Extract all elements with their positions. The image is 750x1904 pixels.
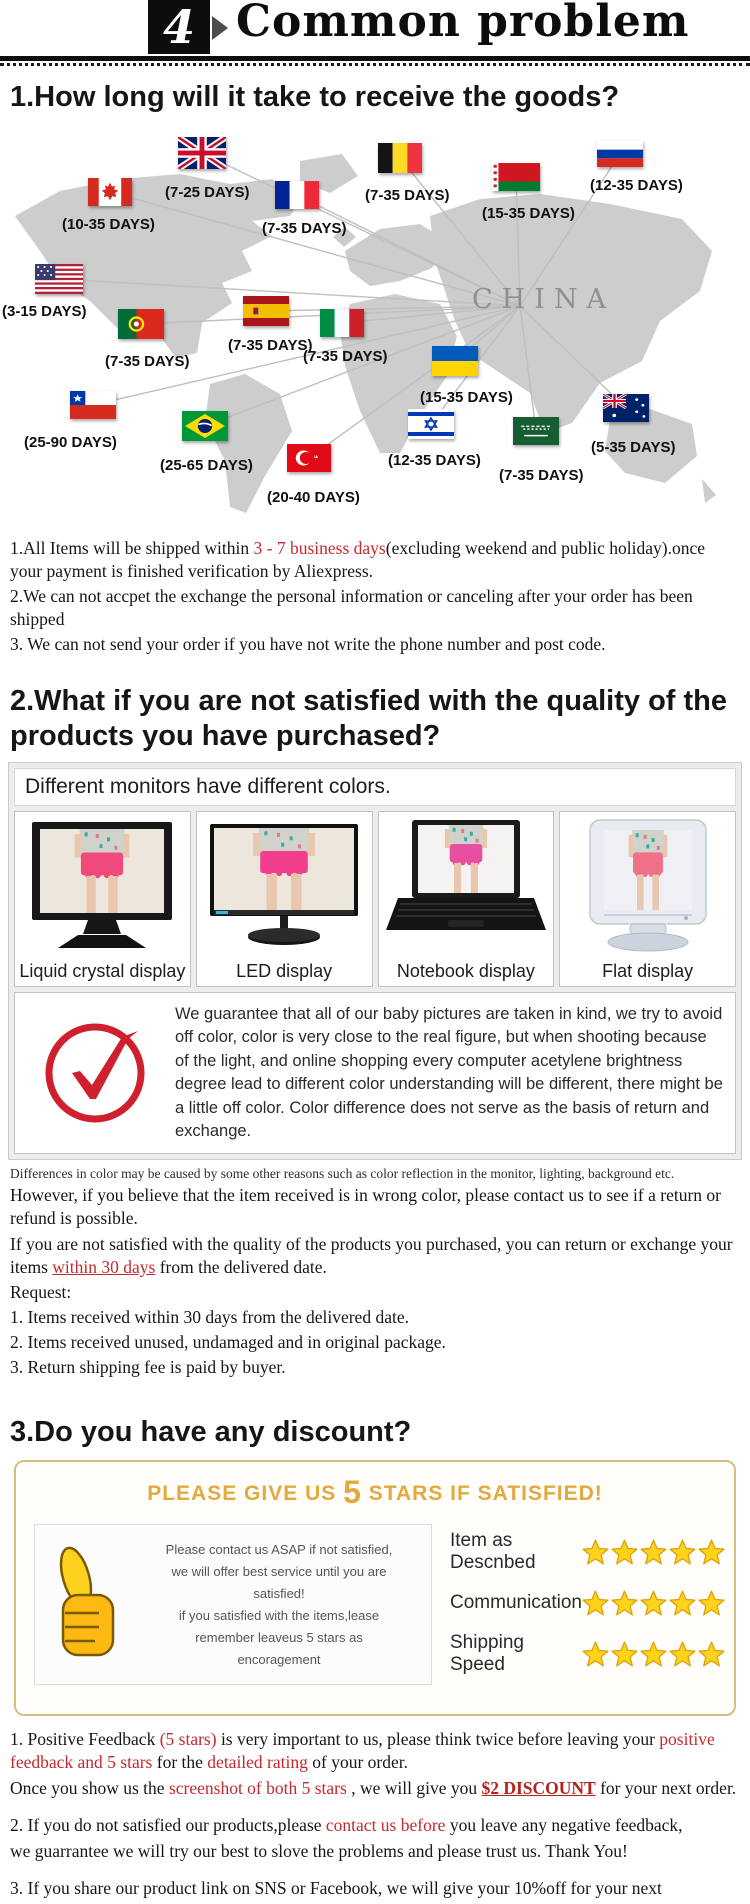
text-segment: 1. Items received within 30 days from the delivered date. [10, 1306, 409, 1327]
rating-label: Shipping Speed [450, 1631, 524, 1675]
lcd-monitor-icon [17, 818, 188, 959]
paragraph [10, 1233, 740, 1279]
banner-dotted-rule [0, 63, 750, 66]
flag-australia-icon [603, 394, 649, 422]
ratings [446, 1524, 729, 1692]
paragraph [10, 1306, 740, 1329]
paragraph [10, 585, 740, 631]
shipping-days-label: (7-35 DAYS) [365, 186, 450, 204]
banner-title: Common problem [236, 0, 690, 47]
feedback-box [14, 1460, 736, 1716]
text-segment: within 30 days [52, 1256, 156, 1277]
flag-israel-icon [408, 409, 454, 439]
rating-label: Item as Descnbed [450, 1529, 536, 1573]
feedback-content [28, 1524, 722, 1692]
return-policy [10, 1184, 740, 1379]
led-monitor-icon [199, 818, 370, 959]
rating-row [450, 1530, 725, 1574]
flag-france-icon [275, 181, 319, 209]
monitors-title: Different monitors have different colors. [14, 768, 736, 806]
paragraph [10, 1777, 740, 1800]
paragraph [10, 1840, 740, 1863]
text-segment: 3. If you share our product link on SNS or Facebook, we will give your 10%off for your next [10, 1878, 662, 1899]
thumb-panel [34, 1524, 432, 1685]
monitor-card-notebook [378, 811, 555, 987]
rating-row [450, 1632, 725, 1676]
flag-saudi-arabia-icon [513, 417, 559, 445]
text-segment: 1. Positive Feedback [10, 1728, 160, 1749]
text-segment: $2 DISCOUNT [481, 1778, 596, 1799]
text-segment: 2. If you do not satisfied our products,please [10, 1815, 326, 1836]
monitor-caption: Notebook display [396, 960, 535, 981]
section2-heading: 2.What if you are not satisfied with the quality of the products you have purchased? [10, 685, 727, 753]
flag-brazil-icon [182, 411, 228, 441]
monitor-caption: Flat display [602, 960, 694, 981]
banner-rule [0, 56, 750, 61]
flag-canada-icon [88, 178, 132, 206]
text-segment: If you are not satisfied with the quality of the products you purchased, you can return or exchange your items [10, 1233, 733, 1277]
shipping-days-label: (25-90 DAYS) [24, 433, 117, 451]
thumb-text-line: satisfied! [253, 1585, 305, 1601]
text-segment: 3. We can not send your order if you have not write the phone number and post code. [10, 634, 606, 655]
arrow-right-icon [212, 16, 228, 40]
rating-label: Communication [450, 1591, 582, 1613]
shipping-days-label: (7-35 DAYS) [105, 352, 190, 370]
paragraph [10, 1281, 740, 1304]
shipping-days-label: (7-35 DAYS) [262, 219, 347, 237]
banner [0, 0, 750, 56]
text-segment: is very important to us, please think twice before leaving your [216, 1728, 660, 1749]
text-segment: for the [152, 1752, 208, 1773]
shipping-map [0, 121, 750, 523]
notebook-monitor-icon [381, 818, 552, 959]
monitor-card-led [196, 811, 373, 987]
thumb-text-line: if you satisfied with the items,lease [178, 1607, 380, 1623]
monitor-cards [14, 811, 736, 987]
shipping-days-label: (12-35 DAYS) [388, 451, 481, 469]
monitor-caption: Liquid crystal display [19, 960, 186, 981]
shipping-days-label: (7-35 DAYS) [228, 336, 313, 354]
guarantee-text: We guarantee that all of our baby pictures are taken in kind, we try to avoid off color, color is very close to the real figure, but when shooting because of the light, and online shopping every computer acetylene brightness degree lead to different color understanding will be different, there might be a little off color. Color difference does not serve as the basis of return and exchange. [175, 1004, 723, 1140]
guarantee-panel [14, 992, 736, 1155]
text-segment: 2. Items received unused, undamaged and in original package. [10, 1331, 446, 1352]
text-segment: 3. Return shipping fee is paid by buyer. [10, 1357, 286, 1378]
shipping-days-label: (20-40 DAYS) [267, 488, 360, 506]
monitor-caption: LED display [236, 960, 333, 981]
thumb-text-line: we will offer best service until you are [171, 1563, 387, 1579]
thumbs-up-icon [43, 1539, 135, 1670]
five-stars-icon [582, 1590, 725, 1616]
flag-spain-icon [243, 296, 289, 326]
shipping-days-label: (7-35 DAYS) [303, 347, 388, 365]
flag-belgium-icon [378, 143, 422, 173]
paragraph [10, 1331, 740, 1354]
text-segment: for your next order. [595, 1778, 737, 1799]
text-segment: Request: [10, 1281, 72, 1302]
text-segment: PLEASE GIVE US [147, 1481, 344, 1505]
china-label: CHINA [472, 283, 615, 315]
text-segment: we guarrantee we will try our best to slove the problems and please trust us. Thank You! [10, 1841, 628, 1862]
text-segment: , we will give you [346, 1778, 482, 1799]
text-segment: you leave any negative feedback, [445, 1815, 683, 1836]
text-segment: screenshot of both 5 stars [168, 1778, 347, 1799]
shipping-days-label: (3-15 DAYS) [2, 302, 87, 320]
monitors-panel [8, 762, 742, 1161]
thumb-text-line: Please contact us ASAP if not satisfied, [165, 1541, 393, 1557]
shipping-days-label: (7-25 DAYS) [165, 183, 250, 201]
text-segment: of your order. [307, 1752, 409, 1773]
shipping-notes [10, 537, 740, 656]
monitor-card-lcd [14, 811, 191, 987]
text-segment: STARS IF SATISFIED! [361, 1481, 603, 1505]
flag-belarus-icon [492, 163, 540, 191]
text-segment: 3 - 7 business days [253, 537, 386, 558]
text-segment: (excluding weekend and public holiday).once your payment is finished verification by Aliexpress. [10, 537, 706, 581]
text-segment: 5 [343, 1473, 362, 1510]
checkmark-icon [15, 1021, 175, 1125]
flag-russia-icon [597, 141, 643, 167]
text-segment: from the delivered date. [155, 1256, 327, 1277]
flag-portugal-icon [118, 309, 164, 339]
flag-uk-icon [178, 137, 226, 169]
section3-heading: 3.Do you have any discount? [10, 1416, 412, 1449]
paragraph [10, 1728, 740, 1774]
text-segment: contact us before [325, 1815, 446, 1836]
five-stars-icon [582, 1641, 725, 1667]
paragraph [10, 537, 740, 583]
flag-usa-icon [35, 264, 83, 294]
paragraph [10, 1356, 740, 1379]
text-segment: detailed rating [207, 1752, 308, 1773]
text-segment: positive feedback and 5 stars [10, 1728, 715, 1773]
text-segment: (5 stars) [159, 1728, 217, 1749]
five-stars-icon [582, 1539, 725, 1565]
paragraph [10, 1814, 740, 1837]
shipping-days-label: (15-35 DAYS) [482, 204, 575, 222]
paragraph [10, 1877, 740, 1900]
footer-notes [10, 1728, 740, 1901]
paragraph [10, 1184, 740, 1230]
color-difference-note: Differences in color may be caused by some other reasons such as color reflection in the monitor, lighting, background etc. [10, 1166, 675, 1182]
thumb-text-line: encoragement [237, 1651, 321, 1667]
shipping-days-label: (7-35 DAYS) [499, 466, 584, 484]
flag-ukraine-icon [432, 346, 478, 376]
shipping-days-label: (15-35 DAYS) [420, 388, 513, 406]
text-segment: 1.All Items will be shipped within [10, 537, 254, 558]
thumb-text-line: remember leaveus 5 stars as [195, 1629, 363, 1645]
feedback-title [28, 1473, 722, 1510]
shipping-days-label: (5-35 DAYS) [591, 438, 676, 456]
monitor-card-flat [559, 811, 736, 987]
text-segment: However, if you believe that the item received is in wrong color, please contact us to see if a return or refund is possible. [10, 1185, 721, 1229]
rating-row [450, 1590, 725, 1616]
flat-monitor-icon [562, 818, 733, 959]
shipping-days-label: (12-35 DAYS) [590, 176, 683, 194]
banner-number: 4 [148, 0, 210, 54]
flag-chile-icon [70, 391, 116, 419]
text-segment: Once you show us the [10, 1778, 169, 1799]
flag-italy-icon [320, 309, 364, 337]
section1-heading: 1.How long will it take to receive the goods? [10, 81, 620, 113]
flag-turkey-icon [287, 444, 331, 472]
shipping-days-label: (25-65 DAYS) [160, 456, 253, 474]
text-segment: 2.We can not accpet the exchange the personal information or canceling after your order has been shipped [10, 585, 693, 630]
paragraph [10, 633, 740, 656]
shipping-days-label: (10-35 DAYS) [62, 215, 155, 233]
thumb-text [135, 1535, 423, 1674]
